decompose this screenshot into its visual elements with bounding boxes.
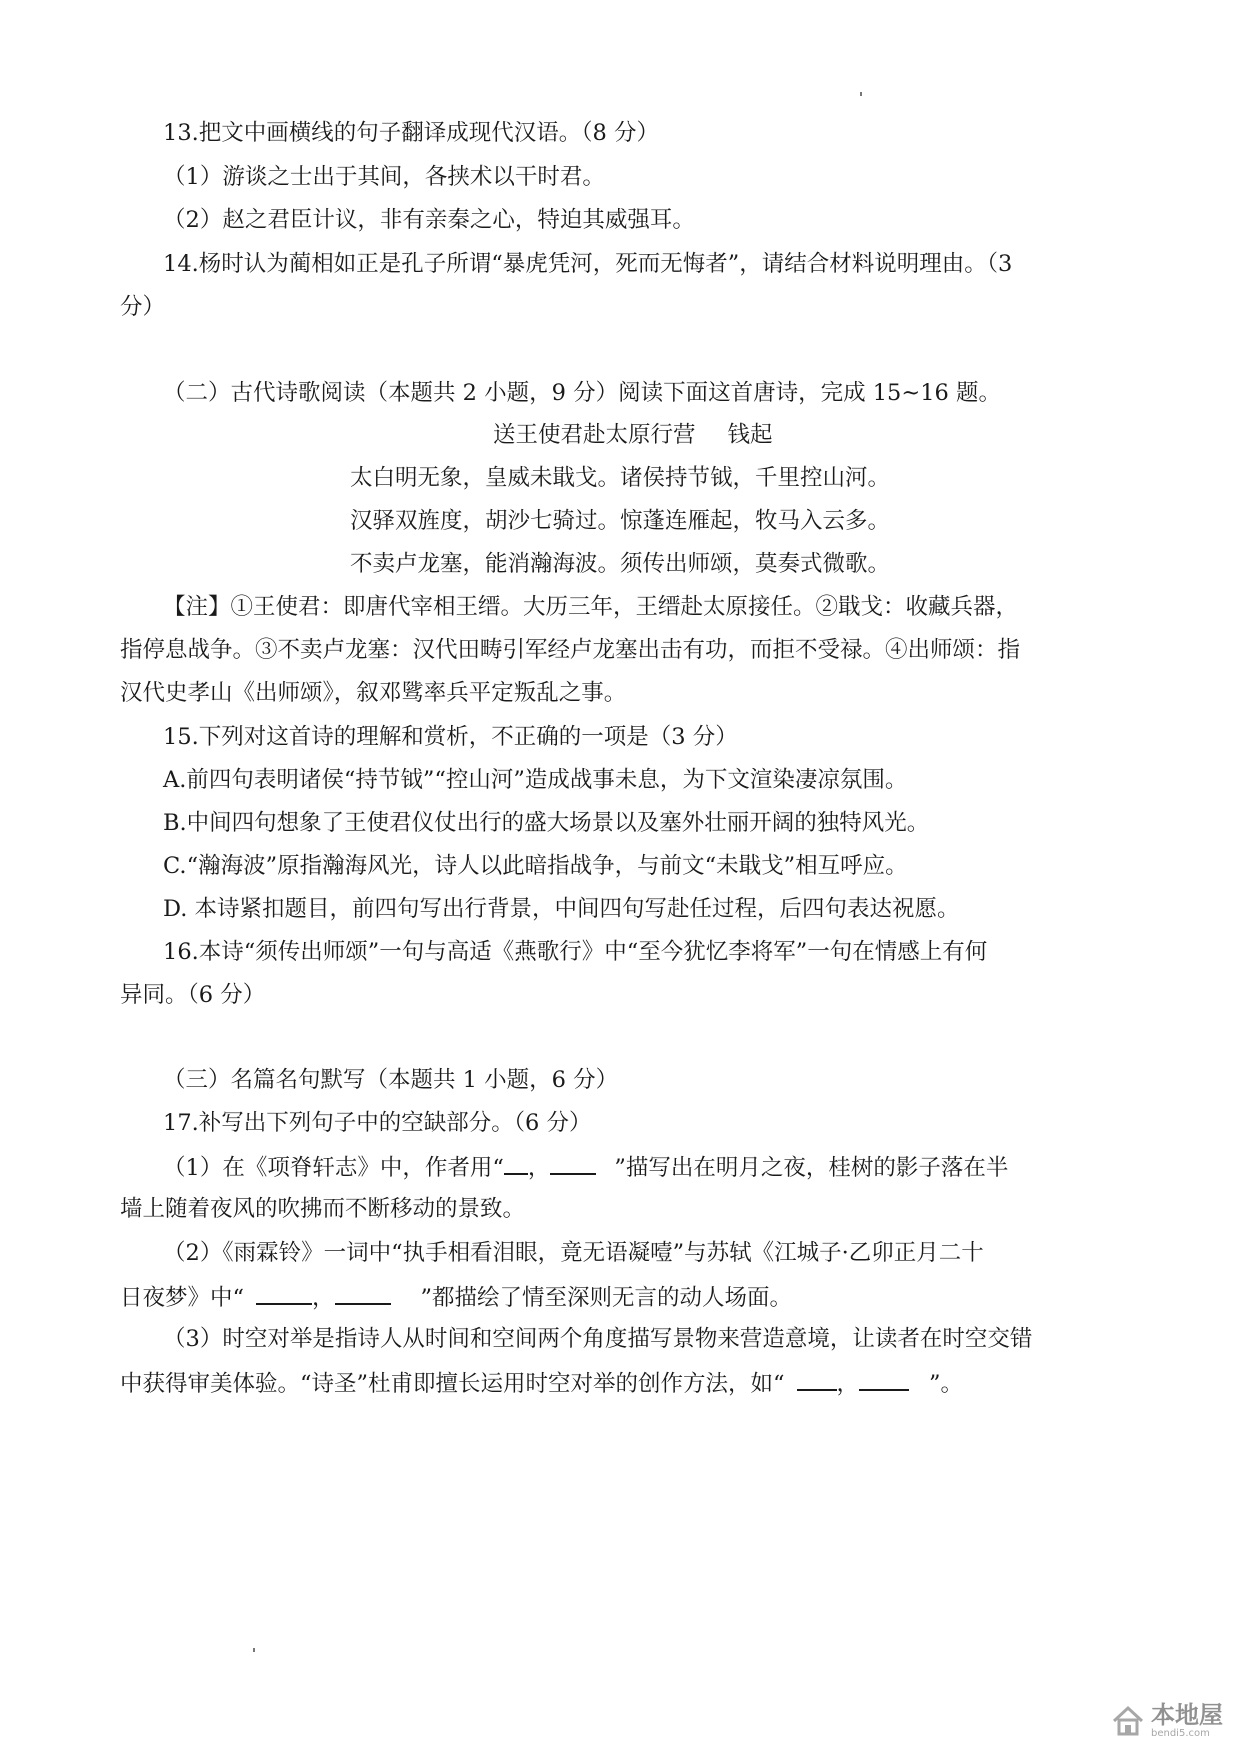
poem-title-line bbox=[0, 420, 1241, 450]
watermark bbox=[1111, 1702, 1223, 1740]
q13-sentence-1: （1）游谈之士出于其间，各挟术以干时君。 bbox=[163, 164, 605, 190]
house-logo-icon bbox=[1111, 1704, 1145, 1738]
watermark-url: bendi5.com bbox=[1151, 1728, 1210, 1739]
q17-item-2-line-2: 日夜梦》中“ ， ”都描绘了情至深则无言的动人场面。 bbox=[0, 1281, 1241, 1313]
poem-line-2: 汉驿双旌度，胡沙七骑过。惊蓬连雁起，牧马入云多。 bbox=[350, 508, 891, 534]
fill-blank[interactable] bbox=[335, 1281, 391, 1305]
q14-line-1: 14.杨时认为蔺相如正是孔子所谓“暴虎凭河，死而无悔者”，请结合材料说明理由。（3 bbox=[163, 251, 1013, 277]
scan-mark bbox=[860, 92, 862, 96]
watermark-title: 本地屋 bbox=[1151, 1701, 1223, 1729]
q17-item-3-line-2: 中获得审美体验。“诗圣”杜甫即擅长运用时空对举的创作方法，如“ ， ”。 bbox=[0, 1367, 1241, 1399]
q17-item-2-line-1: （2）《雨霖铃》一词中“执手相看泪眼，竟无语凝噎”与苏轼《江城子·乙卯正月二十 bbox=[163, 1240, 984, 1266]
fill-blank[interactable] bbox=[550, 1151, 596, 1175]
q15-option-c: C.“瀚海波”原指瀚海风光，诗人以此暗指战争，与前文“未戢戈”相互呼应。 bbox=[163, 853, 908, 879]
q13-title: 13.把文中画横线的句子翻译成现代汉语。（8 分） bbox=[163, 120, 660, 146]
q17-item-3-line-1: （3）时空对举是指诗人从时间和空间两个角度描写景物来营造意境，让读者在时空交错 bbox=[163, 1326, 1033, 1352]
section-2-header: （二）古代诗歌阅读（本题共 2 小题，9 分）阅读下面这首唐诗，完成 15~16 题。 bbox=[163, 380, 1002, 406]
q17-item-1-line-1: （1）在《项脊轩志》中，作者用“ ， ”描写出在明月之夜，桂树的影子落在半 bbox=[0, 1151, 1241, 1183]
poem-title: 送王使君赴太原行营 bbox=[493, 422, 696, 448]
poem-author: 钱起 bbox=[727, 422, 773, 448]
note-line-2: 指停息战争。③不卖卢龙塞：汉代田畴引军经卢龙塞出击有功，而拒不受禄。④出师颂：指 bbox=[120, 637, 1021, 663]
section-3-header: （三）名篇名句默写（本题共 1 小题，6 分） bbox=[163, 1067, 619, 1093]
q17-item-1-line-2: 墙上随着夜风的吹拂而不断移动的景致。 bbox=[120, 1196, 526, 1222]
note-line-3: 汉代史孝山《出师颂》，叙邓骘率兵平定叛乱之事。 bbox=[120, 680, 627, 706]
watermark-text bbox=[1151, 1702, 1223, 1740]
poem-line-1: 太白明无象，皇威未戢戈。诸侯持节钺，千里控山河。 bbox=[350, 465, 891, 491]
q15-option-b: B.中间四句想象了王使君仪仗出行的盛大场景以及塞外壮丽开阔的独特风光。 bbox=[163, 810, 930, 836]
q14-line-2: 分） bbox=[120, 294, 166, 320]
q17-title: 17.补写出下列句子中的空缺部分。（6 分） bbox=[163, 1110, 592, 1136]
q15-option-d: D. 本诗紧扣题目，前四句写出行背景，中间四句写赴任过程，后四句表达祝愿。 bbox=[163, 896, 960, 922]
q13-sentence-2: （2）赵之君臣计议，非有亲秦之心，特迫其威强耳。 bbox=[163, 207, 695, 233]
fill-blank[interactable] bbox=[859, 1367, 909, 1391]
fill-blank[interactable] bbox=[256, 1281, 312, 1305]
fill-blank[interactable] bbox=[797, 1367, 837, 1391]
note-line-1: 【注】①王使君：即唐代宰相王缙。大历三年，王缙赴太原接任。②戢戈：收藏兵器， bbox=[163, 594, 1019, 620]
q15-title: 15.下列对这首诗的理解和赏析，不正确的一项是（3 分） bbox=[163, 724, 738, 750]
poem-line-3: 不卖卢龙塞，能消瀚海波。须传出师颂，莫奏式微歌。 bbox=[350, 551, 891, 577]
q16-line-2: 异同。（6 分） bbox=[120, 982, 266, 1008]
q16-line-1: 16.本诗“须传出师颂”一句与高适《燕歌行》中“至今犹忆李将军”一句在情感上有何 bbox=[163, 939, 988, 965]
scan-mark bbox=[253, 1648, 255, 1652]
q15-option-a: A.前四句表明诸侯“持节钺”“控山河”造成战事未息，为下文渲染凄凉氛围。 bbox=[163, 767, 908, 793]
fill-blank[interactable] bbox=[504, 1151, 528, 1175]
